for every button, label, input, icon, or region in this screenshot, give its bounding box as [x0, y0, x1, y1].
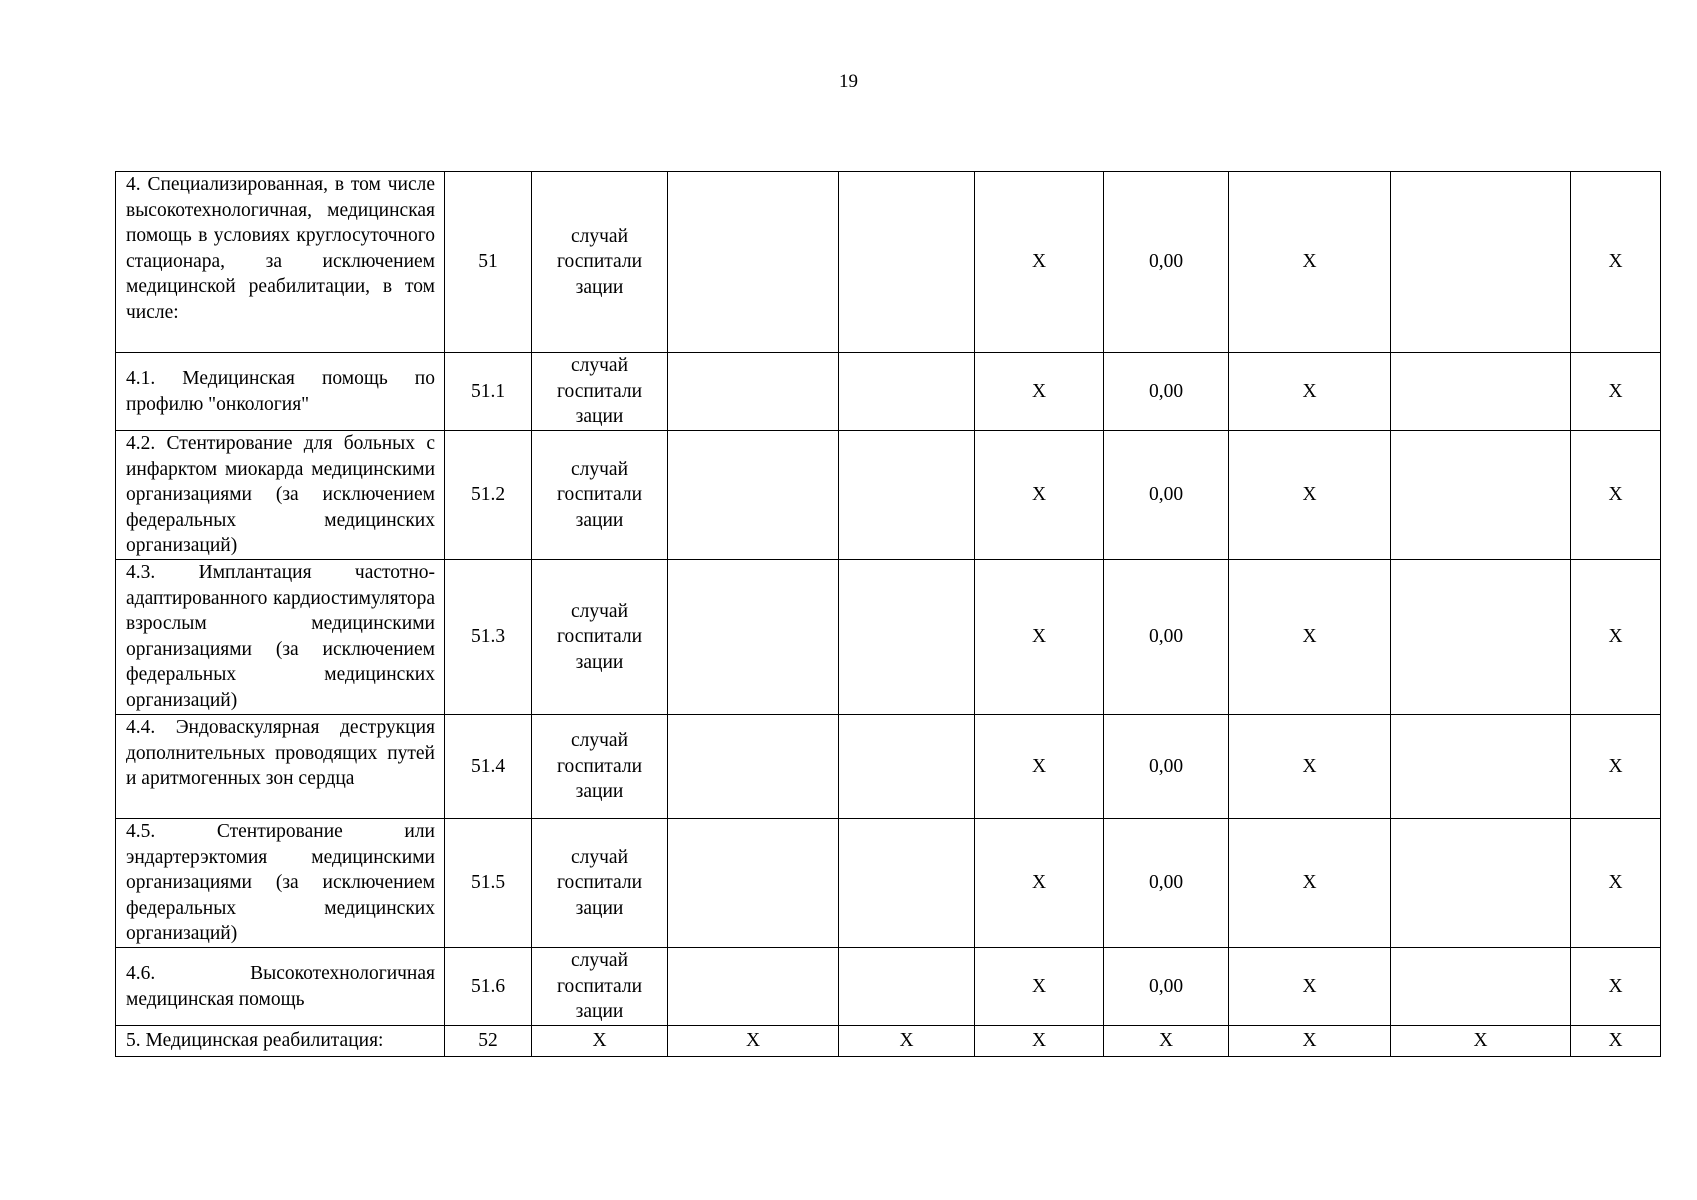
cell-col8: X: [1229, 172, 1391, 353]
cell-col8: X: [1229, 715, 1391, 819]
table-row: [116, 715, 1661, 819]
table-row: [116, 560, 1661, 715]
cell-col5: [839, 353, 975, 431]
table-row: [116, 353, 1661, 431]
unit-line: зации: [575, 509, 624, 531]
cell-col7: 0,00: [1104, 431, 1229, 560]
cell-col9: X: [1391, 1026, 1571, 1057]
row-name-cell: 4.1. Медицинская помощь по профилю "онкология": [116, 353, 445, 431]
unit-line: зации: [575, 1001, 624, 1023]
table-row: [116, 948, 1661, 1026]
unit-line: госпитали: [556, 755, 643, 777]
unit-line: X: [592, 1030, 607, 1052]
cell-col4: [668, 819, 839, 948]
unit-line: госпитали: [556, 380, 643, 402]
cell-col5: X: [839, 1026, 975, 1057]
cell-col10: X: [1571, 431, 1661, 560]
unit-line: госпитали: [556, 484, 643, 506]
cell-col5: [839, 715, 975, 819]
cell-col6: X: [975, 560, 1104, 715]
unit-line: случай: [570, 458, 629, 480]
unit-line: зации: [575, 781, 624, 803]
cell-col8: X: [1229, 819, 1391, 948]
unit-line: зации: [575, 897, 624, 919]
table-body: [116, 172, 1661, 1057]
cell-col4: [668, 560, 839, 715]
page-number: 19: [839, 71, 858, 92]
unit-line: зации: [575, 276, 624, 298]
cell-col5: [839, 431, 975, 560]
cell-col9: [1391, 715, 1571, 819]
cell-col8: X: [1229, 353, 1391, 431]
cell-col9: [1391, 948, 1571, 1026]
row-name-cell: 4.3. Имплантация частотно-адаптированного кардиостимулятора взрослым медицинскими организациями (за исключением федеральных медицинских организаций): [116, 560, 445, 715]
unit-line: зации: [575, 406, 624, 428]
row-code-cell: 51.3: [445, 560, 532, 715]
table-row: [116, 172, 1661, 353]
cell-col10: X: [1571, 819, 1661, 948]
cell-col7: 0,00: [1104, 353, 1229, 431]
cell-col9: [1391, 431, 1571, 560]
cell-col6: X: [975, 1026, 1104, 1057]
unit-line: госпитали: [556, 626, 643, 648]
cell-col7: 0,00: [1104, 819, 1229, 948]
row-name-cell: 4.2. Стентирование для больных с инфарктом миокарда медицинскими организациями (за исключением федеральных медицинских организаций): [116, 431, 445, 560]
cell-col6: X: [975, 948, 1104, 1026]
cell-col5: [839, 172, 975, 353]
cell-col4: [668, 715, 839, 819]
data-table: [115, 171, 1661, 1057]
cell-col9: [1391, 172, 1571, 353]
cell-col4: [668, 172, 839, 353]
cell-col10: X: [1571, 172, 1661, 353]
row-name-cell: 5. Медицинская реабилитация:: [116, 1026, 445, 1057]
row-name-cell: 4. Специализированная, в том числе высокотехнологичная, медицинская помощь в условиях круглосуточного стационара, за исключением медицинской реабилитации, в том числе:: [116, 172, 445, 353]
row-name-cell: 4.6. Высокотехнологичная медицинская помощь: [116, 948, 445, 1026]
cell-col4: [668, 948, 839, 1026]
cell-col7: 0,00: [1104, 172, 1229, 353]
row-code-cell: 51.6: [445, 948, 532, 1026]
cell-col9: [1391, 353, 1571, 431]
cell-col6: X: [975, 431, 1104, 560]
unit-line: госпитали: [556, 872, 643, 894]
cell-col7: 0,00: [1104, 948, 1229, 1026]
unit-line: случай: [570, 950, 629, 972]
row-code-cell: 51.1: [445, 353, 532, 431]
cell-col9: [1391, 819, 1571, 948]
cell-col4: X: [668, 1026, 839, 1057]
cell-col7: 0,00: [1104, 715, 1229, 819]
cell-col7: X: [1104, 1026, 1229, 1057]
cell-col5: [839, 819, 975, 948]
row-unit-cell: [532, 431, 668, 560]
row-unit-cell: [532, 353, 668, 431]
table-row: [116, 1026, 1661, 1057]
row-unit-cell: [532, 172, 668, 353]
cell-col4: [668, 353, 839, 431]
row-code-cell: 51: [445, 172, 532, 353]
cell-col8: X: [1229, 1026, 1391, 1057]
cell-col6: X: [975, 819, 1104, 948]
row-code-cell: 51.5: [445, 819, 532, 948]
cell-col10: X: [1571, 1026, 1661, 1057]
unit-line: случай: [570, 600, 629, 622]
cell-col8: X: [1229, 948, 1391, 1026]
row-unit-cell: [532, 560, 668, 715]
row-unit-cell: [532, 819, 668, 948]
cell-col6: X: [975, 353, 1104, 431]
row-unit-cell: [532, 715, 668, 819]
table-row: [116, 819, 1661, 948]
unit-line: случай: [570, 355, 629, 377]
unit-line: случай: [570, 846, 629, 868]
cell-col8: X: [1229, 431, 1391, 560]
row-code-cell: 51.2: [445, 431, 532, 560]
cell-col10: X: [1571, 560, 1661, 715]
cell-col5: [839, 560, 975, 715]
table-row: [116, 431, 1661, 560]
cell-col8: X: [1229, 560, 1391, 715]
cell-col10: X: [1571, 948, 1661, 1026]
cell-col10: X: [1571, 353, 1661, 431]
cell-col10: X: [1571, 715, 1661, 819]
unit-line: госпитали: [556, 251, 643, 273]
cell-col6: X: [975, 715, 1104, 819]
unit-line: госпитали: [556, 975, 643, 997]
row-unit-cell: [532, 948, 668, 1026]
row-code-cell: 52: [445, 1026, 532, 1057]
cell-col5: [839, 948, 975, 1026]
row-unit-cell: [532, 1026, 668, 1057]
cell-col6: X: [975, 172, 1104, 353]
cell-col4: [668, 431, 839, 560]
unit-line: случай: [570, 730, 629, 752]
cell-col7: 0,00: [1104, 560, 1229, 715]
row-name-cell: 4.4. Эндоваскулярная деструкция дополнительных проводящих путей и аритмогенных зон сердца: [116, 715, 445, 819]
unit-line: зации: [575, 651, 624, 673]
cell-col9: [1391, 560, 1571, 715]
unit-line: случай: [570, 225, 629, 247]
row-code-cell: 51.4: [445, 715, 532, 819]
row-name-cell: 4.5. Стентирование или эндартерэктомия медицинскими организациями (за исключением федеральных медицинских организаций): [116, 819, 445, 948]
